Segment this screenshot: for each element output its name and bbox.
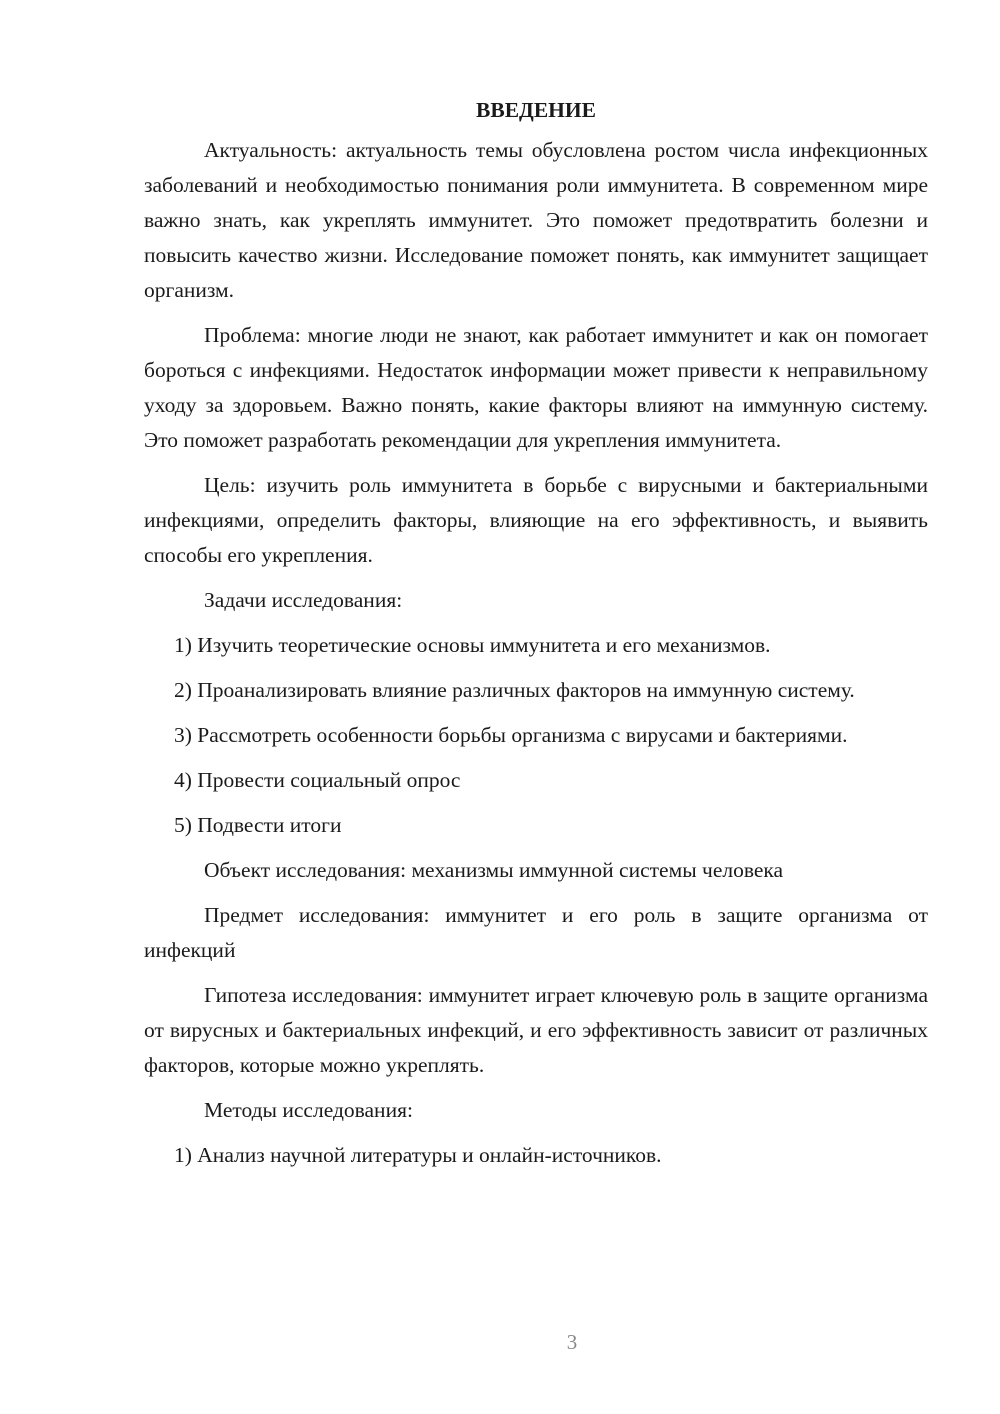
page-number — [72, 1330, 1000, 1355]
methods-heading: Методы исследования: — [204, 1098, 413, 1122]
paragraph-subject: Предмет исследования: иммунитет и его роль в защите организма от инфекций — [144, 903, 928, 962]
tasks-heading: Задачи исследования: — [204, 588, 403, 612]
page-number-text: 3 — [566, 1330, 578, 1354]
task-item: 5) Подвести итоги — [174, 813, 342, 837]
paragraph-problem: Проблема: многие люди не знают, как работает иммунитет и как он помогает бороться с инфекциями. Недостаток информации может привести к неправильному уходу за здоровьем. Важно понять, какие факторы влияют на иммунную систему. Это поможет разработать рекомендации для укрепления иммунитета. — [144, 323, 928, 452]
method-item: 1) Анализ научной литературы и онлайн-источников. — [174, 1143, 662, 1167]
task-item: 4) Провести социальный опрос — [174, 768, 461, 792]
section-title: ВВЕДЕНИЕ — [476, 98, 596, 122]
paragraph-relevance: Актуальность: актуальность темы обусловлена ростом числа инфекционных заболеваний и необходимостью понимания роли иммунитета. В современном мире важно знать, как укреплять иммунитет. Это поможет предотвратить болезни и повысить качество жизни. Исследование поможет понять, как иммунитет защищает организм. — [144, 138, 928, 302]
task-item: 3) Рассмотреть особенности борьбы организма с вирусами и бактериями. — [174, 723, 848, 747]
task-item: 2) Проанализировать влияние различных факторов на иммунную систему. — [174, 678, 855, 702]
paragraph-hypothesis: Гипотеза исследования: иммунитет играет ключевую роль в защите организма от вирусных и бактериальных инфекций, и его эффективность зависит от различных факторов, которые можно укреплять. — [144, 983, 928, 1077]
paragraph-object: Объект исследования: механизмы иммунной системы человека — [204, 858, 784, 882]
document-page — [144, 93, 928, 1183]
paragraph-goal: Цель: изучить роль иммунитета в борьбе с вирусными и бактериальными инфекциями, определить факторы, влияющие на его эффективность, и выявить способы его укрепления. — [144, 473, 928, 567]
task-item: 1) Изучить теоретические основы иммунитета и его механизмов. — [174, 633, 771, 657]
